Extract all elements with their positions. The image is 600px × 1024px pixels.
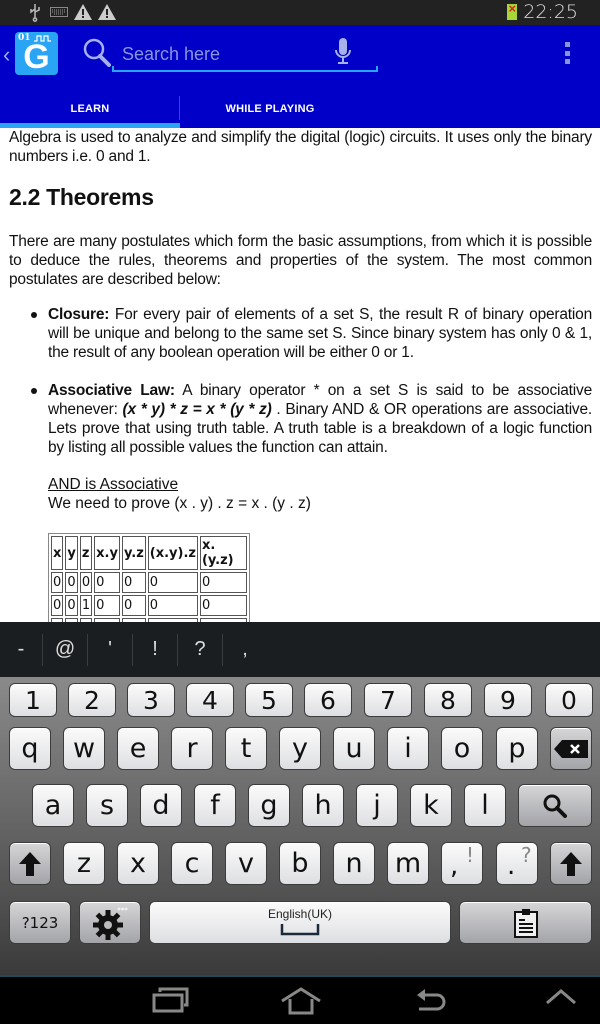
table-cell: 0 bbox=[122, 595, 146, 616]
tab-divider bbox=[179, 96, 180, 120]
key-s[interactable]: s bbox=[86, 784, 128, 827]
hide-keyboard-icon[interactable] bbox=[545, 987, 577, 1007]
table-cell: 0 bbox=[51, 572, 63, 593]
key-d[interactable]: d bbox=[140, 784, 182, 827]
gear-icon bbox=[93, 906, 127, 940]
shift-key-right[interactable] bbox=[550, 842, 592, 885]
app-icon-letter: G bbox=[23, 38, 50, 76]
suggestion-comma[interactable]: , bbox=[242, 638, 248, 660]
header-cell: y.z bbox=[122, 536, 146, 570]
search-input[interactable] bbox=[122, 39, 312, 69]
table-cell: 0 bbox=[80, 572, 92, 593]
home-icon[interactable] bbox=[280, 987, 322, 1015]
key-f[interactable]: f bbox=[194, 784, 236, 827]
space-key[interactable] bbox=[149, 901, 451, 944]
header-cell: y bbox=[65, 536, 77, 570]
suggestion-apostrophe[interactable]: ' bbox=[108, 638, 112, 660]
header-cell: x bbox=[51, 536, 63, 570]
key-v[interactable]: v bbox=[225, 842, 267, 885]
postulates-paragraph: There are many postulates which form the basic assumptions, from which it is possible to deduce the rules, theorems and properties of the system. The most common postulates are described below: bbox=[9, 233, 592, 288]
header-cell: x.(y.z) bbox=[200, 536, 247, 570]
backspace-icon bbox=[554, 740, 588, 758]
shift-key-left[interactable] bbox=[9, 842, 51, 885]
space-language-label: English(UK) bbox=[267, 907, 333, 921]
tab-while-playing[interactable]: WHILE PLAYING bbox=[225, 103, 315, 115]
key-r[interactable]: r bbox=[171, 727, 213, 770]
table-cell: 0 bbox=[200, 595, 247, 616]
app-icon-bits: 01 bbox=[18, 33, 31, 43]
tab-learn[interactable]: LEARN bbox=[70, 103, 110, 115]
status-bar bbox=[0, 0, 600, 25]
bullet-text: . Binary AND & OR operations are associative. Lets prove that using truth table. A truth table is a breakdown of a logic function by listing all possible values the function can attain. bbox=[48, 401, 593, 456]
key-e[interactable]: e bbox=[117, 727, 159, 770]
bullet-associative-law bbox=[48, 381, 592, 457]
warning-icon bbox=[98, 3, 116, 21]
and-associative-heading: AND is Associative bbox=[48, 476, 179, 493]
suggestion-question[interactable]: ? bbox=[194, 638, 206, 660]
warning-icon bbox=[74, 3, 92, 21]
table-row bbox=[51, 572, 247, 593]
key-7[interactable]: 7 bbox=[364, 683, 412, 717]
keyboard-suggestion-strip bbox=[0, 622, 600, 677]
key-g[interactable]: g bbox=[248, 784, 290, 827]
header-cell: (x.y).z bbox=[148, 536, 198, 570]
keyboard-icon bbox=[50, 3, 68, 21]
key-i[interactable]: i bbox=[387, 727, 429, 770]
key-3[interactable]: 3 bbox=[127, 683, 175, 717]
key-5[interactable]: 5 bbox=[245, 683, 293, 717]
shift-arrow-icon bbox=[19, 852, 41, 876]
table-cell: 0 bbox=[148, 595, 198, 616]
key-h[interactable]: h bbox=[302, 784, 344, 827]
key-t[interactable]: t bbox=[225, 727, 267, 770]
key-period[interactable]: . ? bbox=[496, 842, 538, 885]
header-cell: x.y bbox=[94, 536, 120, 570]
symbols-key[interactable]: ?123 bbox=[9, 901, 71, 944]
key-0[interactable]: 0 bbox=[545, 683, 593, 717]
suggestion-exclamation[interactable]: ! bbox=[152, 638, 158, 660]
table-cell: 0 bbox=[200, 572, 247, 593]
associative-formula: (x * y) * z = x * (y * z) bbox=[122, 401, 272, 418]
space-bar-icon bbox=[281, 924, 319, 936]
key-n[interactable]: n bbox=[333, 842, 375, 885]
app-icon[interactable] bbox=[15, 32, 58, 75]
search-icon bbox=[82, 37, 112, 69]
microphone-icon[interactable] bbox=[334, 38, 352, 66]
key-q[interactable]: q bbox=[9, 727, 51, 770]
key-k[interactable]: k bbox=[410, 784, 452, 827]
key-1[interactable]: 1 bbox=[9, 683, 57, 717]
table-cell: 0 bbox=[94, 595, 120, 616]
search-key[interactable] bbox=[518, 784, 592, 827]
truth-table-header bbox=[51, 536, 247, 570]
clipboard-icon bbox=[513, 908, 539, 938]
table-cell: 0 bbox=[148, 572, 198, 593]
key-c[interactable]: c bbox=[171, 842, 213, 885]
header-cell: z bbox=[80, 536, 92, 570]
content-webview[interactable] bbox=[0, 128, 600, 622]
bullet-term: Associative Law: bbox=[48, 382, 175, 399]
table-cell: 0 bbox=[94, 572, 120, 593]
bullet-text: A binary operator * on a set S is said to be associative whenever: bbox=[48, 382, 592, 418]
table-cell: 0 bbox=[122, 572, 146, 593]
and-associative-subtext: We need to prove (x . y) . z = x . (y . z) bbox=[48, 495, 311, 512]
battery-charging-error-icon bbox=[507, 4, 517, 20]
key-m[interactable]: m bbox=[387, 842, 429, 885]
bullet-closure bbox=[48, 305, 592, 362]
key-j[interactable]: j bbox=[356, 784, 398, 827]
usb-icon bbox=[26, 3, 44, 21]
key-2[interactable]: 2 bbox=[68, 683, 116, 717]
search-icon bbox=[542, 793, 568, 819]
settings-key[interactable] bbox=[79, 901, 141, 944]
key-6[interactable]: 6 bbox=[304, 683, 352, 717]
navigation-bar bbox=[0, 979, 600, 1024]
key-9[interactable]: 9 bbox=[484, 683, 532, 717]
key-y[interactable]: y bbox=[279, 727, 321, 770]
overflow-menu-icon[interactable] bbox=[562, 42, 572, 64]
key-x[interactable]: x bbox=[117, 842, 159, 885]
back-icon[interactable] bbox=[415, 987, 449, 1015]
key-w[interactable]: w bbox=[63, 727, 105, 770]
intro-paragraph: Algebra is used to analyze and simplify the digital (logic) circuits. It uses only the binary numbers i.e. 0 and 1. bbox=[9, 129, 592, 165]
clock: 22:25 bbox=[523, 1, 578, 23]
key-u[interactable]: u bbox=[333, 727, 375, 770]
key-l[interactable]: l bbox=[464, 784, 506, 827]
search-underline bbox=[112, 70, 378, 72]
clipboard-key[interactable] bbox=[459, 901, 592, 944]
bullet-term: Closure: bbox=[48, 306, 110, 323]
up-caret-icon[interactable]: ‹ bbox=[3, 42, 11, 67]
key-a[interactable]: a bbox=[32, 784, 74, 827]
key-b[interactable]: b bbox=[279, 842, 321, 885]
table-cell: 0 bbox=[65, 572, 77, 593]
action-bar bbox=[0, 25, 600, 128]
key-p[interactable]: p bbox=[496, 727, 538, 770]
table-cell: 0 bbox=[65, 595, 77, 616]
table-cell: 0 bbox=[51, 595, 63, 616]
bullet-text: For every pair of elements of a set S, the result R of binary operation will be unique and belong to the same set S. Since binary system has only 0 & 1, the result of any boolean operation will be either 0 or 1. bbox=[48, 306, 592, 361]
table-cell: 1 bbox=[80, 595, 92, 616]
key-8[interactable]: 8 bbox=[424, 683, 472, 717]
shift-arrow-icon bbox=[560, 852, 582, 876]
suggestion-dash[interactable]: - bbox=[17, 638, 25, 660]
key-o[interactable]: o bbox=[441, 727, 483, 770]
table-row bbox=[51, 595, 247, 616]
soft-keyboard bbox=[0, 677, 600, 977]
recent-apps-icon[interactable] bbox=[152, 987, 190, 1013]
key-comma[interactable]: , ! bbox=[441, 842, 483, 885]
key-4[interactable]: 4 bbox=[186, 683, 234, 717]
suggestion-at[interactable]: @ bbox=[54, 638, 76, 660]
backspace-key[interactable] bbox=[550, 727, 592, 770]
key-z[interactable]: z bbox=[63, 842, 105, 885]
section-heading: 2.2 Theorems bbox=[9, 184, 154, 210]
